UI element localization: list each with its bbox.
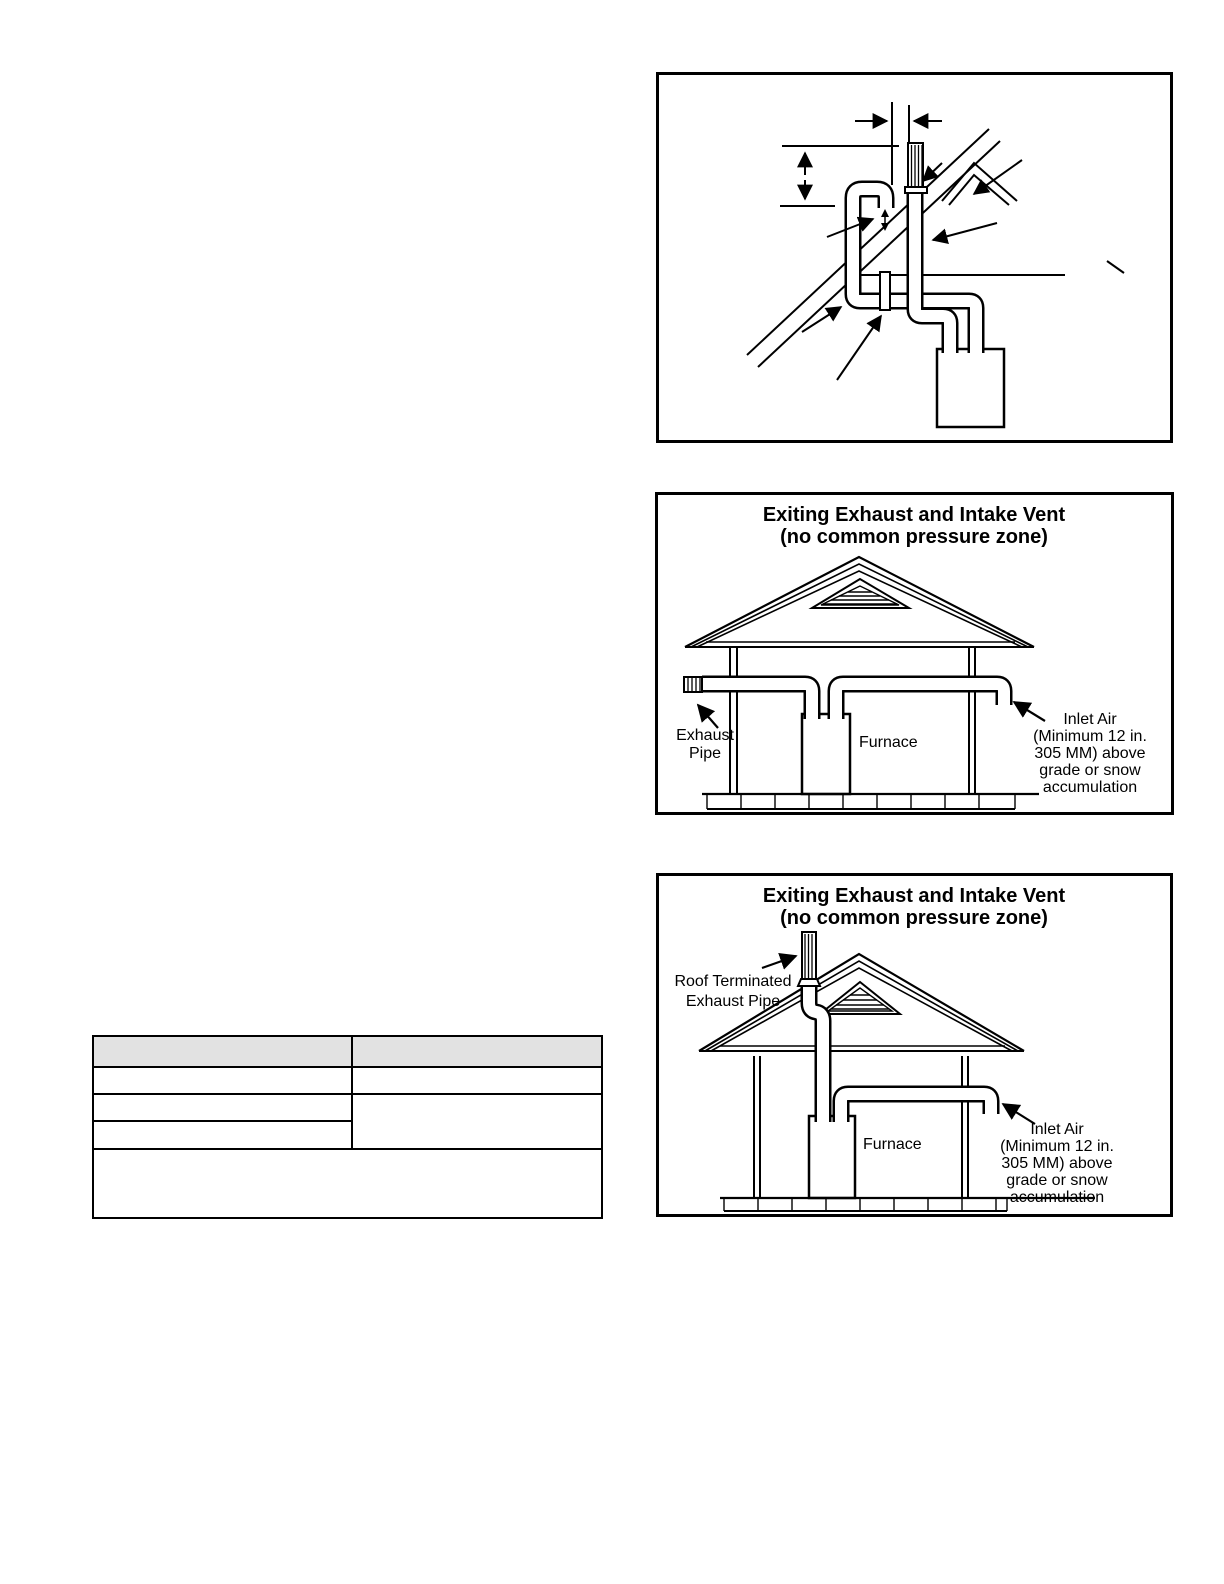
roof-termination-drawing <box>659 75 1170 440</box>
svg-text:Inlet Air: Inlet Air <box>1063 711 1117 728</box>
inlet-air-label <box>1000 1121 1114 1206</box>
table-cell <box>93 1121 352 1149</box>
table-header-cell <box>352 1036 602 1067</box>
figure-roof-termination-detail <box>656 72 1173 443</box>
table-row <box>93 1149 602 1218</box>
ground <box>702 794 1039 809</box>
figure-title-line2: (no common pressure zone) <box>780 907 1048 929</box>
table-row <box>93 1094 602 1121</box>
walls <box>730 647 975 794</box>
table-row <box>93 1067 602 1094</box>
roof-terminated-label: Roof Terminated <box>674 973 792 990</box>
exhaust-tip-screen <box>684 677 702 692</box>
exhaust-label-arrow <box>698 705 718 728</box>
svg-text:(Minimum 12 in.: (Minimum 12 in. <box>1033 728 1147 745</box>
table-header-row <box>93 1036 602 1067</box>
inlet-air-label <box>1033 711 1147 796</box>
svg-text:(Minimum 12 in.: (Minimum 12 in. <box>1000 1138 1114 1155</box>
spec-table <box>92 1035 603 1219</box>
exhaust-pipe <box>798 932 823 1122</box>
furnace-box <box>802 714 850 794</box>
exhaust-pipe-leader-arrow <box>933 223 997 240</box>
roof-vent-drawing <box>659 876 1170 1214</box>
ridge-leader-arrow <box>974 160 1022 194</box>
exhaust-tip-collar <box>905 187 927 193</box>
exhaust-tip-collar <box>798 979 820 986</box>
svg-text:grade or snow: grade or snow <box>1006 1172 1108 1189</box>
exhaust-pipe <box>915 187 950 353</box>
exhaust-tip-screen <box>905 143 927 193</box>
brick-joints <box>724 1198 1007 1211</box>
figure-sidewall-vent <box>655 492 1174 815</box>
roof-ridge <box>942 163 1017 201</box>
strap-leader-arrow <box>837 316 881 380</box>
house <box>699 954 1024 1198</box>
inlet-label-arrow <box>1014 702 1045 721</box>
svg-text:305 MM) above: 305 MM) above <box>1034 745 1146 762</box>
furnace-box <box>937 349 1004 427</box>
table-cell-merged <box>352 1094 602 1149</box>
svg-text:Inlet Air: Inlet Air <box>1030 1121 1084 1138</box>
roof-terminated-label: Exhaust Pipe <box>685 993 781 1010</box>
table-cell <box>93 1067 352 1094</box>
svg-text:accumulation: accumulation <box>1042 779 1138 796</box>
exhaust-pipe-label: Exhaust <box>676 727 734 744</box>
table-cell <box>352 1067 602 1094</box>
stray-leader-dash <box>1107 261 1124 273</box>
hanger-strap <box>880 272 890 310</box>
exhaust-pipe <box>684 677 812 719</box>
gable-vent <box>812 579 909 608</box>
table-header-cell <box>93 1036 352 1067</box>
brick-joints <box>707 794 1015 809</box>
exhaust-tip-leader-arrow <box>923 163 942 181</box>
gable-vent <box>820 982 900 1014</box>
figure-title-line1: Exiting Exhaust and Intake Vent <box>762 885 1066 907</box>
walls <box>754 1056 968 1198</box>
svg-text:accumulation: accumulation <box>1009 1189 1105 1206</box>
svg-text:grade or snow: grade or snow <box>1039 762 1141 779</box>
svg-text:305 MM) above: 305 MM) above <box>1001 1155 1113 1172</box>
furnace-label: Furnace <box>859 734 918 751</box>
exhaust-pipe-label: Pipe <box>688 745 722 762</box>
sidewall-vent-drawing <box>658 495 1171 812</box>
intake-pipe <box>836 684 1004 719</box>
figure-title-line2: (no common pressure zone) <box>780 526 1048 548</box>
figure-title-line1: Exiting Exhaust and Intake Vent <box>762 504 1066 526</box>
table-cell <box>93 1094 352 1121</box>
furnace-label: Furnace <box>863 1136 922 1153</box>
roof-terminated-label-arrow <box>762 956 796 968</box>
figure-roof-vent <box>656 873 1173 1217</box>
table-cell-full-width <box>93 1149 602 1218</box>
furnace-box <box>809 1116 855 1198</box>
